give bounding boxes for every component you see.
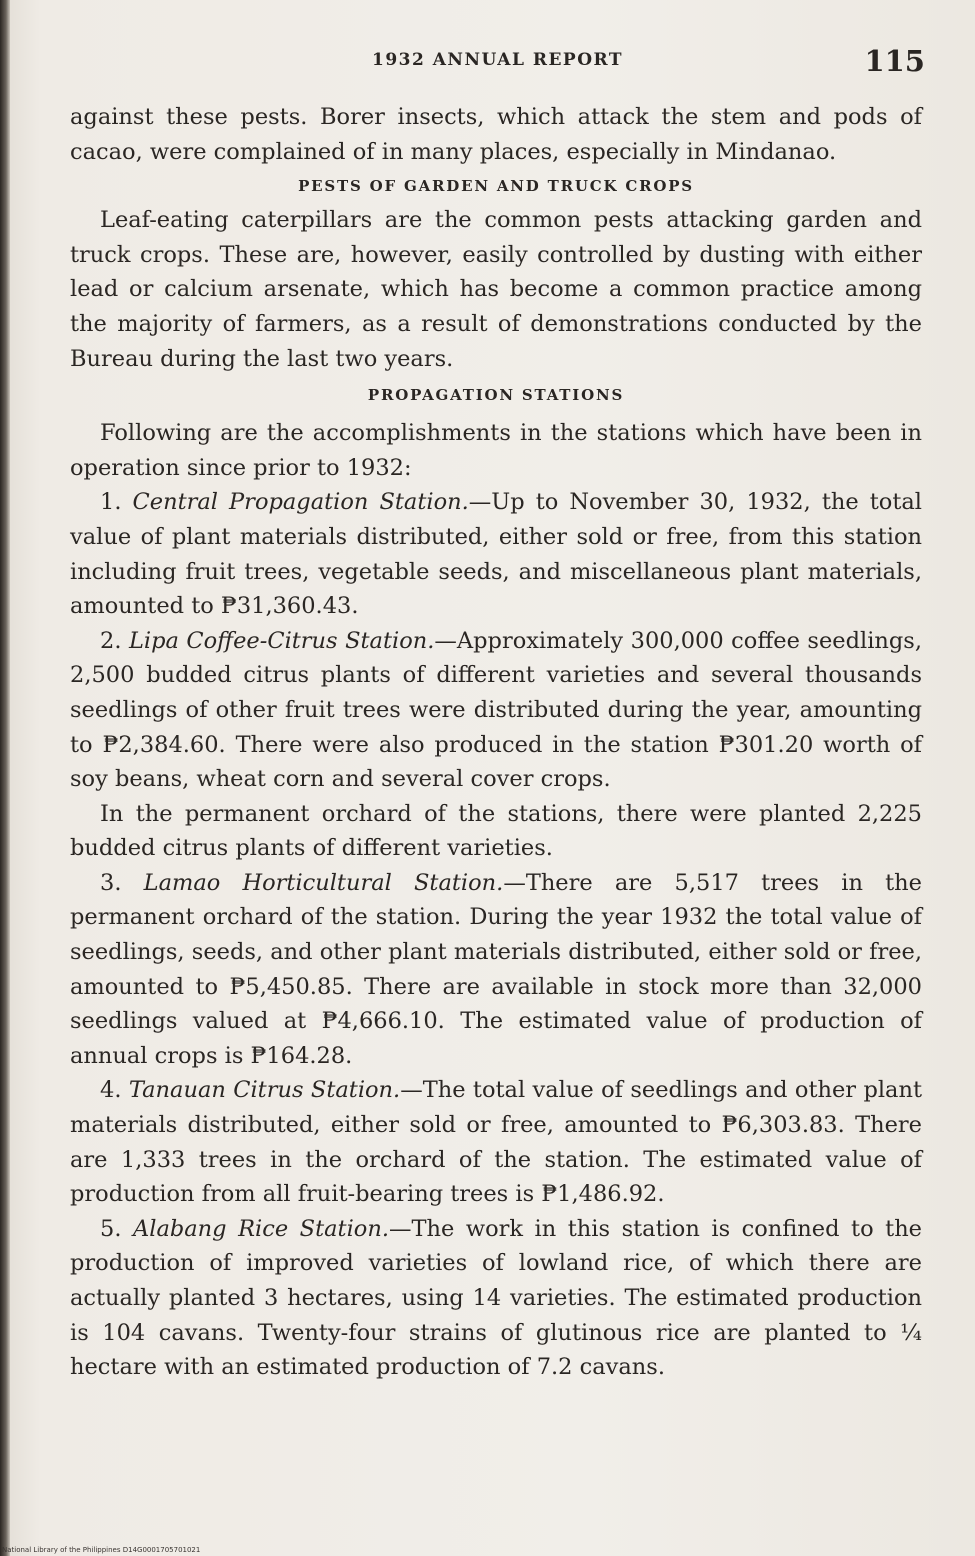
page-body (70, 100, 922, 1385)
station-text: —There are 5,517 trees in the permanent orchard of the station. During the year 1932 the total value of seedlings, seeds, and other plant materials distributed, either sold or free, amounted to ₱5,450.85. There are available in stock more than 32,000 seedlings valued at ₱4,666.10. The estimated value of production of annual crops is ₱164.28. (70, 869, 922, 1069)
station-number: 4. (100, 1077, 122, 1104)
book-spine-shadow (0, 0, 10, 1556)
station-name: Alabang Rice Station. (133, 1215, 389, 1242)
station-name: Lamao Horticultural Station. (143, 869, 504, 896)
station-name: Tanauan Citrus Station. (128, 1077, 401, 1104)
continuation-paragraph: against these pests. Borer insects, which attack the stem and pods of cacao, were complained of in many places, especially in Mindanao. (70, 104, 922, 165)
station-item-lamao (70, 866, 922, 1074)
station-number: 1. (100, 489, 122, 516)
page-header (70, 44, 925, 84)
lipa-orchard-paragraph: In the permanent orchard of the stations, there were planted 2,225 budded citrus plants of different varieties. (70, 800, 922, 862)
station-name: Central Propagation Station. (132, 489, 469, 516)
station-item-tanauan (70, 1073, 922, 1211)
section-heading-stations: PROPAGATION STATIONS (367, 386, 625, 405)
station-name: Lipa Coffee-Citrus Station. (128, 627, 435, 654)
station-text: —Up to November 30, 1932, the total value of plant materials distributed, either sold or free, from this station including fruit trees, vegetable seeds, and miscellaneous plant materials, amounted to ₱31,360.43. (70, 489, 922, 620)
section-heading-pests: PESTS OF GARDEN AND TRUCK CROPS (298, 177, 694, 196)
pests-paragraph: Leaf-eating caterpillars are the common pests attacking garden and truck crops. These are, however, easily controlled by dusting with either lead or calcium arsenate, which has become a common practice among the majority of farmers, as a result of demonstrations conducted by the Bureau during the last two years. (70, 207, 922, 372)
station-item-lipa (70, 624, 922, 797)
library-watermark: National Library of the Philippines D14G0001705701021 (2, 1546, 201, 1554)
stations-intro-paragraph: Following are the accomplishments in the stations which have been in operation since prior to 1932: (70, 420, 922, 481)
station-text: —The work in this station is confined to the production of improved varieties of lowland rice, of which there are actually planted 3 hectares, using 14 varieties. The estimated production is 104 cavans. Twenty-four strains of glutinous rice are planted to ¼ hectare with an estimated production of 7.2 cavans. (70, 1215, 922, 1381)
station-item-central (70, 485, 922, 623)
station-text: —The total value of seedlings and other plant materials distributed, either sold or free, amounted to ₱6,303.83. There are 1,333 trees in the orchard of the station. The estimated value of production from all fruit-bearing trees is ₱1,486.92. (70, 1077, 922, 1208)
page-number: 115 (864, 44, 925, 78)
station-number: 2. (100, 627, 122, 654)
station-number: 3. (100, 869, 122, 896)
station-text: —Approximately 300,000 coffee seedlings, 2,500 budded citrus plants of different varieties and several thousands seedlings of other fruit trees were distributed during the year, amounting to ₱2,384.60. There were also produced in the station ₱301.20 worth of soy beans, wheat corn and several cover crops. (70, 627, 922, 793)
station-number: 5. (100, 1215, 122, 1242)
running-head: 1932 ANNUAL REPORT (371, 50, 624, 70)
station-item-alabang (70, 1212, 922, 1385)
